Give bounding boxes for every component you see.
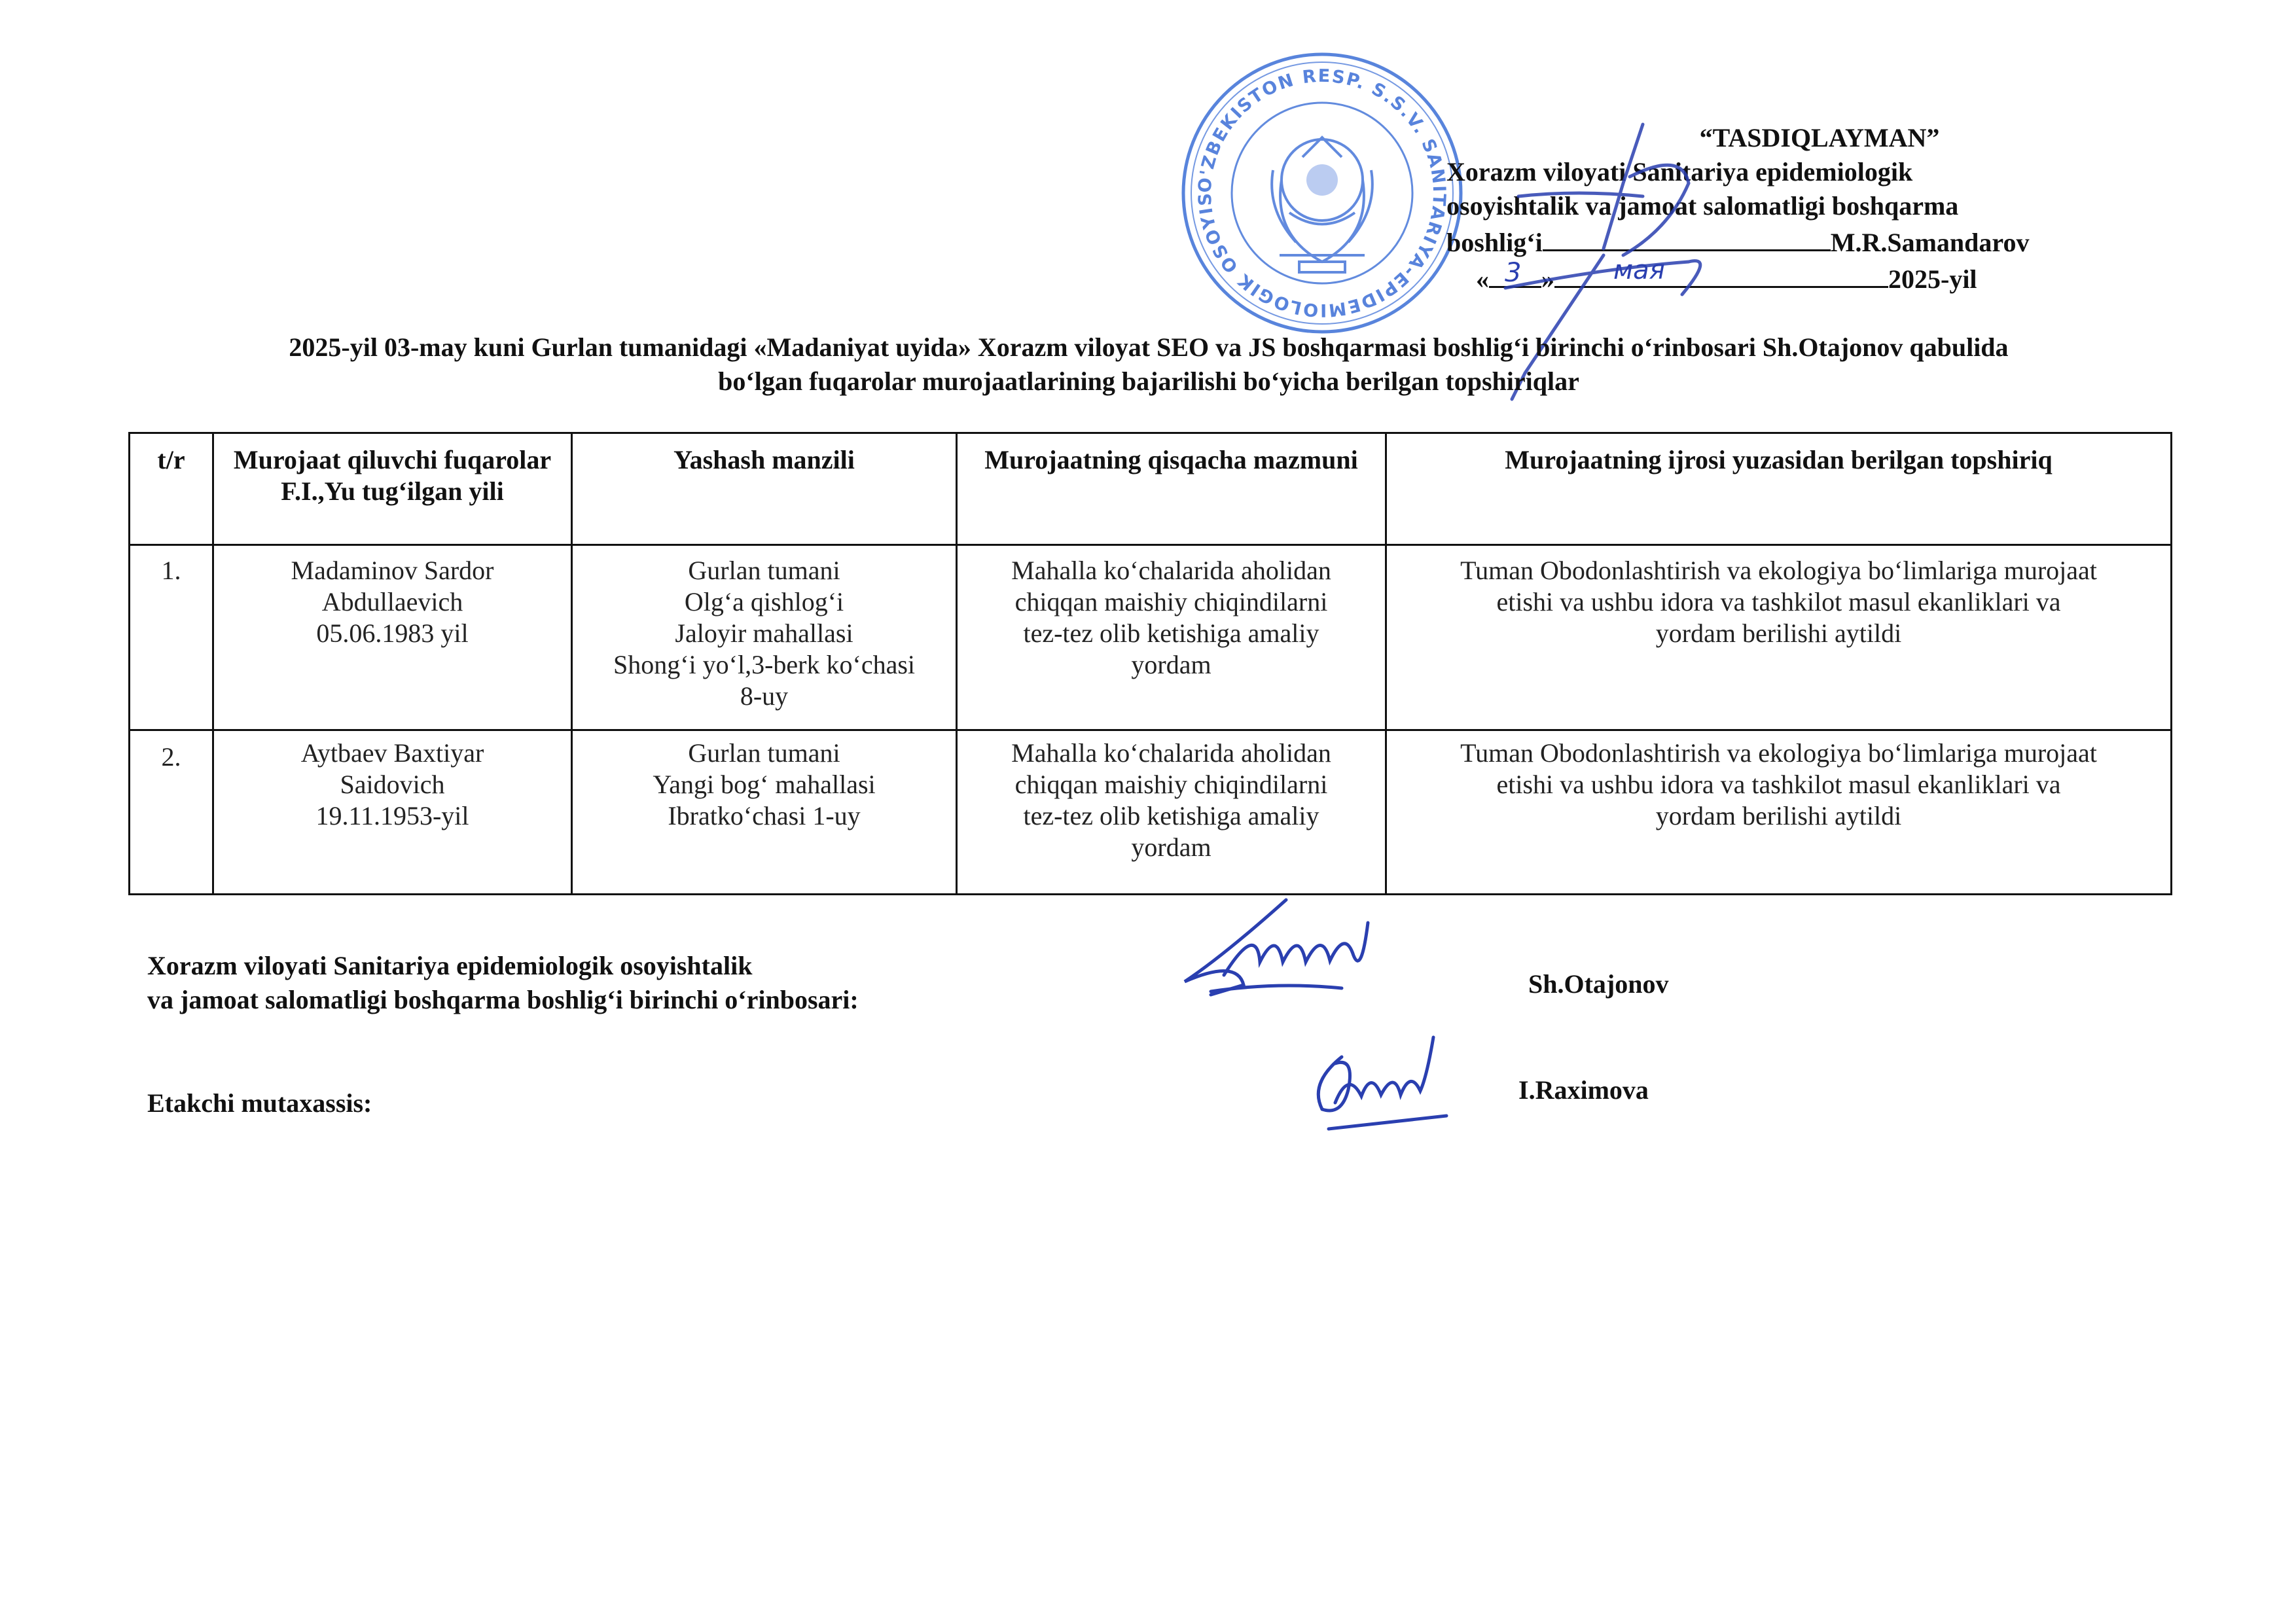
summary-line: yordam — [1131, 832, 1211, 862]
header-summary: Murojaatning qisqacha mazmuni — [957, 433, 1386, 545]
title-line2: bo‘lgan fuqarolar murojaatlarining bajarilishi bo‘yicha berilgan topshiriqlar — [718, 366, 1579, 396]
person-name: Madaminov Sardor — [291, 556, 494, 585]
summary-line: chiqqan maishiy chiqindilarni — [1014, 770, 1328, 799]
task-line: Tuman Obodonlashtirish va ekologiya bo‘limlariga murojaat — [1460, 738, 2097, 768]
date-open-quote: « — [1476, 264, 1489, 294]
row-person — [213, 545, 572, 730]
header-task: Murojaatning ijrosi yuzasidan berilgan topshiriq — [1386, 433, 2172, 545]
row-task — [1386, 730, 2172, 895]
address-line: 8-uy — [740, 681, 789, 711]
row-summary — [957, 545, 1386, 730]
document-title — [118, 330, 2179, 399]
row-person — [213, 730, 572, 895]
task-line: etishi va ushbu idora va tashkilot masul ekanliklari va — [1496, 770, 2061, 799]
summary-line: chiqqan maishiy chiqindilarni — [1014, 587, 1328, 616]
row-address — [572, 730, 957, 895]
task-line: etishi va ushbu idora va tashkilot masul ekanliklari va — [1496, 587, 2061, 616]
approval-position: boshlig‘i — [1446, 228, 1543, 257]
second-signature — [1296, 1018, 1466, 1149]
person-patronymic: Abdullaevich — [321, 587, 463, 616]
summary-line: tez-tez olib ketishiga amaliy — [1023, 801, 1319, 830]
summary-line: yordam — [1131, 650, 1211, 679]
person-birthdate: 19.11.1953-yil — [315, 801, 469, 830]
table-row — [130, 730, 2172, 895]
row-summary — [957, 730, 1386, 895]
row-number: 2. — [130, 730, 213, 895]
first-signatory-title-line2: va jamoat salomatligi boshqarma boshlig‘i birinchi o‘rinbosari: — [147, 985, 859, 1014]
task-line: Tuman Obodonlashtirish va ekologiya bo‘limlariga murojaat — [1460, 556, 2097, 585]
appeals-table — [128, 432, 2170, 895]
date-month: мая — [1613, 255, 1665, 285]
approval-org-line2: osoyishtalik va jamoat salomatligi boshqarma — [1446, 191, 1959, 221]
approval-org-line1: Xorazm viloyati Sanitariya epidemiologik — [1446, 157, 1913, 187]
second-signatory-title: Etakchi mutaxassis: — [147, 1088, 372, 1118]
summary-line: tez-tez olib ketishiga amaliy — [1023, 618, 1319, 648]
approval-heading: “TASDIQLAYMAN” — [1699, 123, 1940, 152]
address-line: Yangi bog‘ mahallasi — [653, 770, 876, 799]
header-person: Murojaat qiluvchi fuqarolar F.I.,Yu tug‘ilgan yili — [213, 433, 572, 545]
person-name: Aytbaev Baxtiyar — [300, 738, 484, 768]
title-line1: 2025-yil 03-may kuni Gurlan tumanidagi «Madaniyat uyida» Xorazm viloyat SEO va JS boshqarmasi boshlig‘i birinchi o‘rinbosari Sh.Otajonov qabulida — [289, 332, 2009, 362]
approval-name: M.R.Samandarov — [1830, 228, 2030, 257]
first-signatory-title-line1: Xorazm viloyati Sanitariya epidemiologik osoyishtalik — [147, 951, 753, 980]
header-number: t/r — [130, 433, 213, 545]
address-line: Gurlan tumani — [688, 556, 840, 585]
address-line: Gurlan tumani — [688, 738, 840, 768]
summary-line: Mahalla ko‘chalarida aholidan — [1011, 556, 1331, 585]
table-row — [130, 545, 2172, 730]
person-birthdate: 05.06.1983 yil — [316, 618, 469, 648]
task-line: yordam berilishi aytildi — [1655, 618, 1902, 648]
first-signatory-name: Sh.Otajonov — [1528, 969, 1669, 999]
row-task — [1386, 545, 2172, 730]
date-close-quote: » — [1541, 264, 1554, 294]
task-line: yordam berilishi aytildi — [1655, 801, 1902, 830]
first-signature — [1145, 883, 1420, 1014]
row-number: 1. — [130, 545, 213, 730]
approval-year: 2025-yil — [1888, 264, 1977, 294]
row-address — [572, 545, 957, 730]
second-signatory-name: I.Raximova — [1518, 1075, 1649, 1105]
person-patronymic: Saidovich — [340, 770, 445, 799]
header-address: Yashash manzili — [572, 433, 957, 545]
address-line: Shong‘i yo‘l,3-berk ko‘chasi — [613, 650, 915, 679]
date-day: 3 — [1505, 258, 1522, 288]
table-header-row — [130, 433, 2172, 545]
address-line: Olg‘a qishlog‘i — [684, 587, 844, 616]
summary-line: Mahalla ko‘chalarida aholidan — [1011, 738, 1331, 768]
first-signatory-title — [147, 949, 859, 1017]
address-line: Ibratko‘chasi 1-uy — [668, 801, 861, 830]
svg-text:O'ZBEKISTON RESP. S.S.V. SANIT: O'ZBEKISTON RESP. S.S.V. SANITARIYA-EPIDEMIOLOGIK OSOYIS — [1194, 65, 1450, 321]
address-line: Jaloyir mahallasi — [675, 618, 853, 648]
